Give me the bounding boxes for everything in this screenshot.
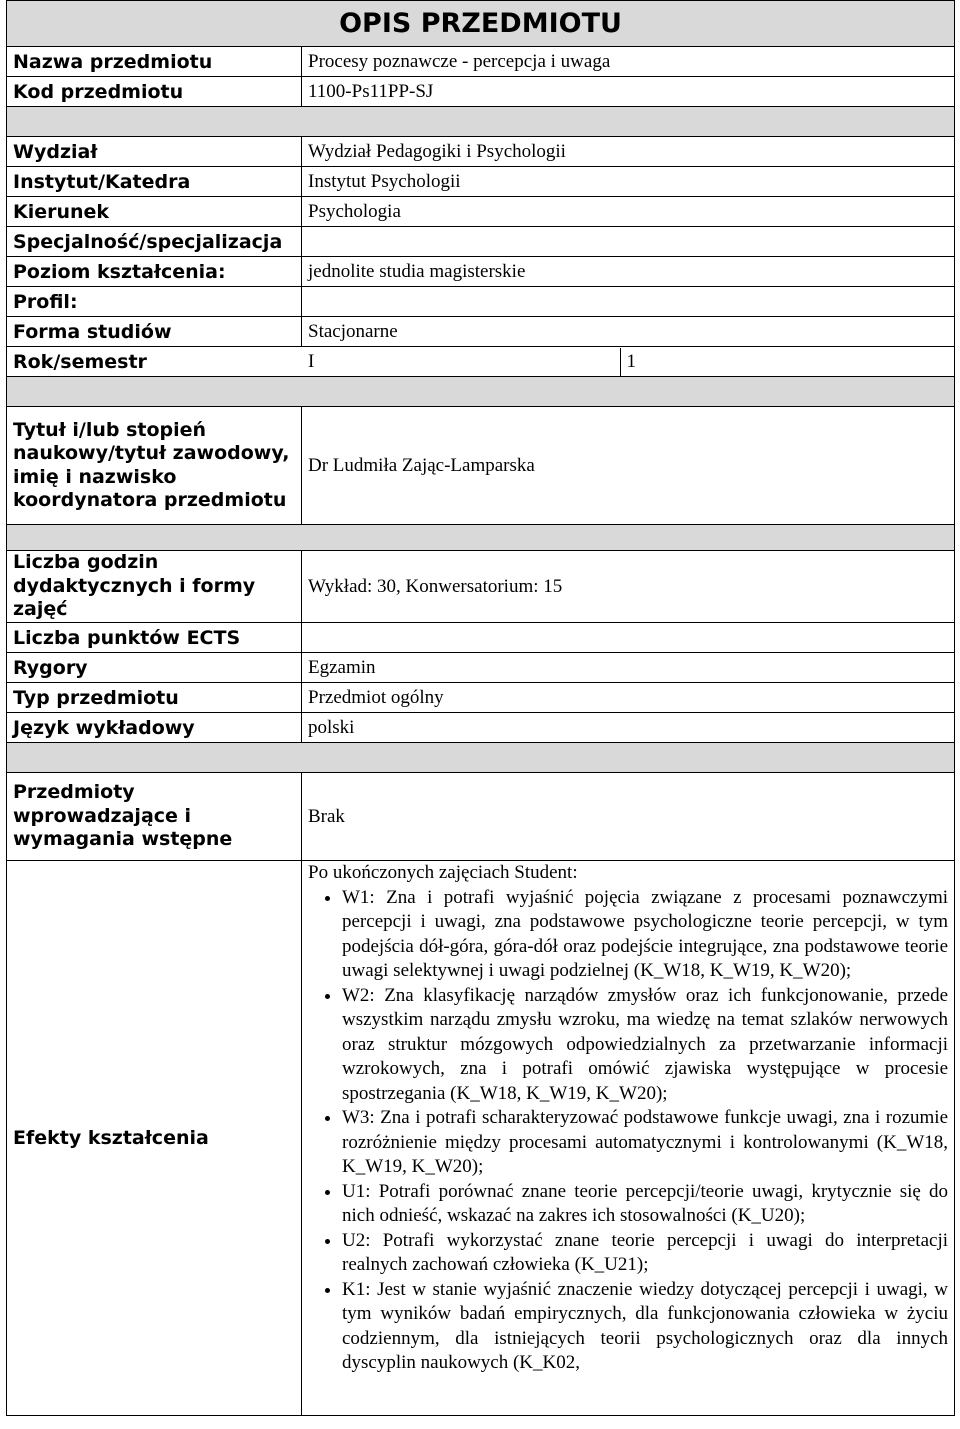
value-wydzial: Wydział Pedagogiki i Psychologii <box>302 137 955 167</box>
label-godziny: Liczba godzin dydaktycznych i formy zajęć <box>7 551 302 623</box>
list-item: • K1: Jest w stanie wyjaśnić znaczenie wiedzy dotyczącej percepcji i uwagi, w tym wyników badań empirycznych, dla funkcjonowania człowieka w życiu codziennym, dla istniejących teorii psychologicznych oraz dla innych dyscyplin naukowych (K_K02, <box>342 1278 948 1376</box>
row-kierunek <box>7 197 955 227</box>
label-poziom: Poziom kształcenia: <box>7 257 302 287</box>
list-item: • U2: Potrafi wykorzystać znane teorie percepcji i uwagi do interpretacji realnych zachowań człowieka (K_U21); <box>342 1229 948 1278</box>
list-item: • W3: Zna i potrafi scharakteryzować podstawowe funkcje uwagi, zna i rozumie rozróżnienie między procesami automatycznymi i kontrolowanymi (K_W18, K_W19, K_W20); <box>342 1106 948 1180</box>
row-godziny <box>7 551 955 623</box>
label-kierunek: Kierunek <box>7 197 302 227</box>
value-godziny: Wykład: 30, Konwersatorium: 15 <box>302 551 955 623</box>
label-nazwa: Nazwa przedmiotu <box>7 47 302 77</box>
label-specjalnosc: Specjalność/specjalizacja <box>7 227 302 257</box>
row-specjalnosc <box>7 227 955 257</box>
value-typ: Przedmiot ogólny <box>302 683 955 713</box>
row-rok-semestr <box>7 347 955 377</box>
row-forma <box>7 317 955 347</box>
efekty-list <box>308 886 948 1376</box>
separator-row <box>7 743 955 773</box>
row-koordynator <box>7 407 955 525</box>
efekty-intro: Po ukończonych zajęciach Student: <box>308 862 578 883</box>
row-profil <box>7 287 955 317</box>
value-kierunek: Psychologia <box>302 197 955 227</box>
label-forma: Forma studiów <box>7 317 302 347</box>
value-specjalnosc <box>302 227 955 257</box>
value-rygory: Egzamin <box>302 653 955 683</box>
list-item: • U1: Potrafi porównać znane teorie percepcji/teorie uwagi, krytycznie się do nich odnieść, wskazać na zakres ich stosowalności (K_U20); <box>342 1180 948 1229</box>
value-kod: 1100-Ps11PP-SJ <box>302 77 955 107</box>
label-wymagania: Przedmioty wprowadzające i wymagania wstępne <box>7 773 302 861</box>
row-wymagania <box>7 773 955 861</box>
course-description-table <box>6 0 955 1416</box>
row-nazwa <box>7 47 955 77</box>
row-rygory <box>7 653 955 683</box>
label-typ: Typ przedmiotu <box>7 683 302 713</box>
row-kod <box>7 77 955 107</box>
row-jezyk <box>7 713 955 743</box>
label-ects: Liczba punktów ECTS <box>7 623 302 653</box>
value-ects <box>302 623 955 653</box>
label-rygory: Rygory <box>7 653 302 683</box>
value-nazwa: Procesy poznawcze - percepcja i uwaga <box>302 47 955 77</box>
row-poziom <box>7 257 955 287</box>
document-page <box>6 0 954 1429</box>
separator-row <box>7 525 955 551</box>
row-wydzial <box>7 137 955 167</box>
value-profil <box>302 287 955 317</box>
label-rok: Rok/semestr <box>13 350 147 373</box>
value-efekty <box>302 861 955 1416</box>
row-instytut <box>7 167 955 197</box>
label-wydzial: Wydział <box>7 137 302 167</box>
rok-semestr-table <box>7 348 954 376</box>
value-koordynator: Dr Ludmiła Zając-Lamparska <box>302 407 955 525</box>
row-ects <box>7 623 955 653</box>
value-rok: I <box>308 350 315 372</box>
value-forma: Stacjonarne <box>302 317 955 347</box>
label-jezyk: Język wykładowy <box>7 713 302 743</box>
label-koordynator: Tytuł i/lub stopień naukowy/tytuł zawodowy, imię i nazwisko koordynatora przedmiotu <box>7 407 302 525</box>
list-item: • W1: Zna i potrafi wyjaśnić pojęcia związane z procesami poznawczymi percepcji i uwagi, zna podstawowe psychologiczne teorie percepcji, w tym podejścia dół-góra, góra-dół oraz podejście integrujące, zna podstawowe teorie uwagi selektywnej i uwagi podzielnej (K_W18, K_W19, K_W20); <box>342 886 948 984</box>
label-instytut: Instytut/Katedra <box>7 167 302 197</box>
list-item: • W2: Zna klasyfikację narządów zmysłów oraz ich funkcjonowanie, przede wszystkim narządu zmysłu wzroku, ma wiedzę na temat szlaków nerwowych oraz struktur mózgowych odpowiedzialnych za przetwarzanie informacji wzrokowych, zna i potrafi omówić zjawiska występujące w procesie spostrzegania (K_W18, K_W19, K_W20); <box>342 984 948 1107</box>
separator-row <box>7 107 955 137</box>
separator-row <box>7 377 955 407</box>
row-efekty <box>7 861 955 1416</box>
value-wymagania: Brak <box>302 773 955 861</box>
page-title: OPIS PRZEDMIOTU <box>7 1 955 47</box>
row-typ <box>7 683 955 713</box>
value-jezyk: polski <box>302 713 955 743</box>
value-semestr: 1 <box>620 348 954 376</box>
label-kod: Kod przedmiotu <box>7 77 302 107</box>
value-poziom: jednolite studia magisterskie <box>302 257 955 287</box>
label-efekty: Efekty kształcenia <box>7 861 302 1416</box>
label-profil: Profil: <box>7 287 302 317</box>
value-instytut: Instytut Psychologii <box>302 167 955 197</box>
